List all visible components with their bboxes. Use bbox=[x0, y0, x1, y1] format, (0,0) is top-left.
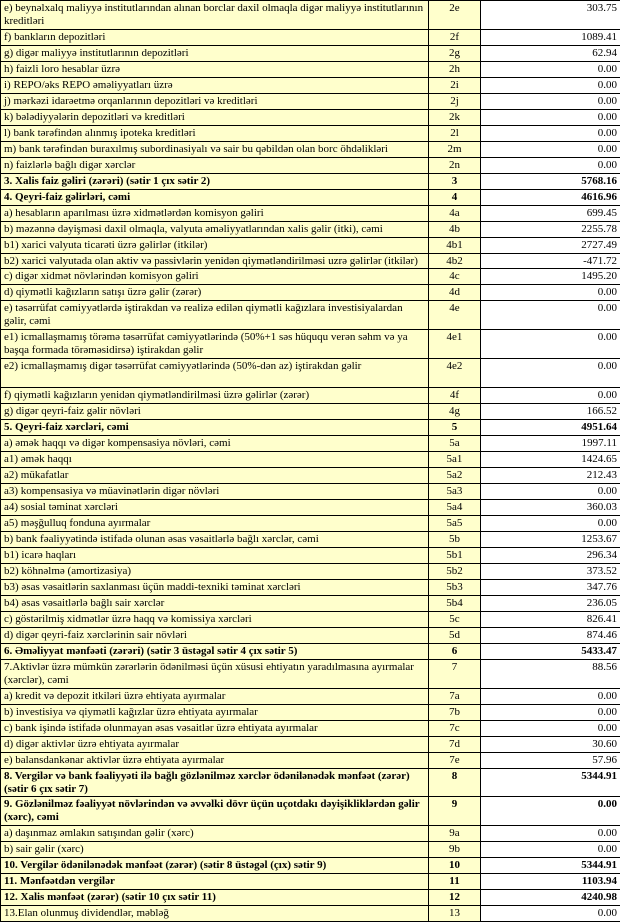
row-label: f) qiymətli kağızların yenidən qiymətləndirilməsi üzrə gəlirlər (zərər) bbox=[1, 388, 429, 404]
table-row bbox=[1, 736, 620, 752]
row-value: 1424.65 bbox=[481, 452, 620, 468]
table-row bbox=[1, 359, 620, 388]
row-label: 9. Gözlənilməz fəaliyyət növlərindən və əvvəlki dövr üçün uçotdakı dəyişikliklərdən gəlir (xərc), cəmi bbox=[1, 797, 429, 826]
table-row bbox=[1, 643, 620, 659]
row-code: 4b1 bbox=[429, 237, 481, 253]
table-row bbox=[1, 404, 620, 420]
table-row bbox=[1, 468, 620, 484]
row-code: 8 bbox=[429, 768, 481, 797]
row-code: 5a bbox=[429, 436, 481, 452]
table-row bbox=[1, 237, 620, 253]
row-label: a) əmək haqqı və digər kompensasiya növləri, cəmi bbox=[1, 436, 429, 452]
row-value: 826.41 bbox=[481, 611, 620, 627]
row-code: 4g bbox=[429, 404, 481, 420]
row-code: 7a bbox=[429, 688, 481, 704]
row-label: m) bank tərəfindən buraxılmış subordinasiyalı və sair bu qəbildən olan borc öhdəlikləri bbox=[1, 141, 429, 157]
row-label: b4) əsas vəsaitlərlə bağlı sair xərclər bbox=[1, 595, 429, 611]
row-value: 2255.78 bbox=[481, 221, 620, 237]
row-code: 5a5 bbox=[429, 516, 481, 532]
row-value: 303.75 bbox=[481, 1, 620, 30]
row-value: 373.52 bbox=[481, 563, 620, 579]
row-value: 347.76 bbox=[481, 579, 620, 595]
row-label: b1) xarici valyuta ticarəti üzrə gəlirlər (itkilər) bbox=[1, 237, 429, 253]
row-code: 7e bbox=[429, 752, 481, 768]
row-value: 0.00 bbox=[481, 285, 620, 301]
row-label: 10. Vergilər ödənilənədək mənfəət (zərər) (sətir 8 üstəgəl (çıx) sətir 9) bbox=[1, 858, 429, 874]
row-label: b) məzənnə dəyişməsi daxil olmaqla, valyuta əməliyyatlarından xalis gəlir (itki), cəmi bbox=[1, 221, 429, 237]
row-code: 12 bbox=[429, 890, 481, 906]
row-label: 4. Qeyri-faiz gəlirləri, cəmi bbox=[1, 189, 429, 205]
row-label: d) digər aktivlər üzrə ehtiyata ayırmalar bbox=[1, 736, 429, 752]
table-row bbox=[1, 595, 620, 611]
table-row bbox=[1, 563, 620, 579]
row-value: 62.94 bbox=[481, 45, 620, 61]
row-label: h) faizli loro hesablar üzrə bbox=[1, 61, 429, 77]
table-row bbox=[1, 611, 620, 627]
row-label: 6. Əməliyyat mənfəəti (zərəri) (sətir 3 üstəgəl sətir 4 çıx sətir 5) bbox=[1, 643, 429, 659]
row-code: 6 bbox=[429, 643, 481, 659]
row-label: a) kredit və depozit itkiləri üzrə ehtiyata ayırmalar bbox=[1, 688, 429, 704]
row-value: 4240.98 bbox=[481, 890, 620, 906]
row-code: 13 bbox=[429, 906, 481, 922]
table-row bbox=[1, 29, 620, 45]
row-code: 4c bbox=[429, 269, 481, 285]
row-code: 5 bbox=[429, 420, 481, 436]
row-label: d) qiymətli kağızların satışı üzrə gəlir (zərər) bbox=[1, 285, 429, 301]
row-code: 2j bbox=[429, 93, 481, 109]
row-label: 3. Xalis faiz gəliri (zərəri) (sətir 1 çıx sətir 2) bbox=[1, 173, 429, 189]
row-code: 10 bbox=[429, 858, 481, 874]
table-row bbox=[1, 420, 620, 436]
row-code: 4b bbox=[429, 221, 481, 237]
row-label: e2) icmallaşmamış digər təsərrüfat cəmiyyətlərində (50%-dən az) iştirakdan gəlir bbox=[1, 359, 429, 388]
row-value: 0.00 bbox=[481, 141, 620, 157]
row-value: 360.03 bbox=[481, 500, 620, 516]
row-code: 5a4 bbox=[429, 500, 481, 516]
row-label: a1) əmək haqqı bbox=[1, 452, 429, 468]
row-code: 4e bbox=[429, 301, 481, 330]
row-value: 1103.94 bbox=[481, 874, 620, 890]
row-code: 4f bbox=[429, 388, 481, 404]
row-value: 0.00 bbox=[481, 330, 620, 359]
table-row bbox=[1, 1, 620, 30]
row-code: 7b bbox=[429, 704, 481, 720]
table-row bbox=[1, 205, 620, 221]
row-label: 8. Vergilər və bank fəaliyyəti ilə bağlı gözlənilməz xərclər ödənilənədək mənfəət (zərər) (sətir 6 çıx sətir 7) bbox=[1, 768, 429, 797]
row-label: 12. Xalis mənfəət (zərər) (sətir 10 çıx sətir 11) bbox=[1, 890, 429, 906]
row-value: 0.00 bbox=[481, 484, 620, 500]
table-row bbox=[1, 659, 620, 688]
row-value: 0.00 bbox=[481, 388, 620, 404]
row-label: l) bank tərəfindən alınmış ipoteka kreditləri bbox=[1, 125, 429, 141]
row-label: b) investisiya və qiymətli kağızlar üzrə ehtiyata ayırmalar bbox=[1, 704, 429, 720]
row-code: 9b bbox=[429, 842, 481, 858]
row-code: 5a3 bbox=[429, 484, 481, 500]
row-label: c) göstərilmiş xidmətlər üzrə haqq və komissiya xərcləri bbox=[1, 611, 429, 627]
row-value: 0.00 bbox=[481, 77, 620, 93]
table-row bbox=[1, 221, 620, 237]
row-value: 699.45 bbox=[481, 205, 620, 221]
row-label: n) faizlərlə bağlı digər xərclər bbox=[1, 157, 429, 173]
table-row bbox=[1, 797, 620, 826]
row-code: 7c bbox=[429, 720, 481, 736]
row-value: 0.00 bbox=[481, 125, 620, 141]
row-label: a3) kompensasiya və müavinətlərin digər növləri bbox=[1, 484, 429, 500]
row-label: g) digər maliyyə institutlarının depozitləri bbox=[1, 45, 429, 61]
row-value: 874.46 bbox=[481, 627, 620, 643]
row-label: b3) əsas vəsaitlərin saxlanması üçün maddi-texniki təminat xərcləri bbox=[1, 579, 429, 595]
table-row bbox=[1, 330, 620, 359]
row-label: e) balansdankənar aktivlər üzrə ehtiyata ayırmalar bbox=[1, 752, 429, 768]
table-row bbox=[1, 452, 620, 468]
table-row bbox=[1, 826, 620, 842]
row-label: e) beynəlxalq maliyyə institutlarından alınan borclar daxil olmaqla digər maliyyə institutlarının kreditləri bbox=[1, 1, 429, 30]
table-row bbox=[1, 253, 620, 269]
row-label: c) digər xidmət növlərindən komisyon gəliri bbox=[1, 269, 429, 285]
row-label: b2) köhnəlmə (amortizasiya) bbox=[1, 563, 429, 579]
row-code: 5c bbox=[429, 611, 481, 627]
row-label: j) mərkəzi idarəetmə orqanlarının depozitləri və kreditləri bbox=[1, 93, 429, 109]
row-code: 9a bbox=[429, 826, 481, 842]
row-value: 296.34 bbox=[481, 547, 620, 563]
row-value: 88.56 bbox=[481, 659, 620, 688]
table-row bbox=[1, 532, 620, 548]
row-value: 212.43 bbox=[481, 468, 620, 484]
table-row bbox=[1, 842, 620, 858]
table-row bbox=[1, 77, 620, 93]
table-row bbox=[1, 301, 620, 330]
row-label: b) sair gəlir (xərc) bbox=[1, 842, 429, 858]
table-row bbox=[1, 627, 620, 643]
row-value: 4951.64 bbox=[481, 420, 620, 436]
row-label: 5. Qeyri-faiz xərcləri, cəmi bbox=[1, 420, 429, 436]
table-row bbox=[1, 173, 620, 189]
table-row bbox=[1, 704, 620, 720]
row-value: 0.00 bbox=[481, 109, 620, 125]
row-label: d) digər qeyri-faiz xərclərinin sair növləri bbox=[1, 627, 429, 643]
row-code: 4a bbox=[429, 205, 481, 221]
row-value: 1253.67 bbox=[481, 532, 620, 548]
row-code: 11 bbox=[429, 874, 481, 890]
table-row bbox=[1, 436, 620, 452]
table-row bbox=[1, 45, 620, 61]
table-row bbox=[1, 858, 620, 874]
table-row bbox=[1, 388, 620, 404]
row-label: a) daşınmaz əmlakın satışından gəlir (xərc) bbox=[1, 826, 429, 842]
row-value: 0.00 bbox=[481, 359, 620, 388]
row-label: f) bankların depozitləri bbox=[1, 29, 429, 45]
row-label: i) REPO/əks REPO əməliyyatları üzrə bbox=[1, 77, 429, 93]
table-row bbox=[1, 720, 620, 736]
row-value: 1089.41 bbox=[481, 29, 620, 45]
row-value: 0.00 bbox=[481, 688, 620, 704]
row-code: 2h bbox=[429, 61, 481, 77]
row-value: 1997.11 bbox=[481, 436, 620, 452]
row-label: a) hesabların aparılması üzrə xidmətlərdən komisyon gəliri bbox=[1, 205, 429, 221]
table-row bbox=[1, 547, 620, 563]
table-row bbox=[1, 890, 620, 906]
row-value: 5433.47 bbox=[481, 643, 620, 659]
row-value: 236.05 bbox=[481, 595, 620, 611]
row-value: 0.00 bbox=[481, 93, 620, 109]
row-label: 11. Mənfəətdən vergilər bbox=[1, 874, 429, 890]
row-code: 2e bbox=[429, 1, 481, 30]
row-label: 13.Elan olunmuş dividendlər, məbləğ bbox=[1, 906, 429, 922]
row-code: 5a2 bbox=[429, 468, 481, 484]
row-code: 5d bbox=[429, 627, 481, 643]
row-value: 0.00 bbox=[481, 720, 620, 736]
row-value: 166.52 bbox=[481, 404, 620, 420]
row-code: 5a1 bbox=[429, 452, 481, 468]
row-code: 7d bbox=[429, 736, 481, 752]
row-label: a5) məşğulluq fonduna ayırmalar bbox=[1, 516, 429, 532]
row-code: 3 bbox=[429, 173, 481, 189]
table-row bbox=[1, 61, 620, 77]
row-code: 5b3 bbox=[429, 579, 481, 595]
row-value: 5768.16 bbox=[481, 173, 620, 189]
row-value: 1495.20 bbox=[481, 269, 620, 285]
table-row bbox=[1, 906, 620, 922]
row-code: 7 bbox=[429, 659, 481, 688]
row-value: 57.96 bbox=[481, 752, 620, 768]
row-label: c) bank işində istifadə olunmayan əsas vəsaitlər üzrə ehtiyata ayırmalar bbox=[1, 720, 429, 736]
row-value: 30.60 bbox=[481, 736, 620, 752]
row-code: 9 bbox=[429, 797, 481, 826]
row-value: 0.00 bbox=[481, 61, 620, 77]
row-code: 2k bbox=[429, 109, 481, 125]
table-row bbox=[1, 688, 620, 704]
row-label: a2) mükafatlar bbox=[1, 468, 429, 484]
row-code: 4b2 bbox=[429, 253, 481, 269]
row-label: g) digər qeyri-faiz gəlir növləri bbox=[1, 404, 429, 420]
table-row bbox=[1, 285, 620, 301]
row-code: 2i bbox=[429, 77, 481, 93]
row-code: 5b1 bbox=[429, 547, 481, 563]
table-row bbox=[1, 752, 620, 768]
row-label: a4) sosial təminat xərcləri bbox=[1, 500, 429, 516]
row-code: 4d bbox=[429, 285, 481, 301]
table-row bbox=[1, 93, 620, 109]
row-code: 4 bbox=[429, 189, 481, 205]
row-value: 0.00 bbox=[481, 797, 620, 826]
row-label: 7.Aktivlər üzrə mümkün zərərlərin ödənilməsi üçün xüsusi ehtiyatın yaradılmasına ayırmalar (xərclər), cəmi bbox=[1, 659, 429, 688]
row-label: b2) xarici valyutada olan aktiv və passivlərin yenidən qiymətləndirilməsi uzrə gəlirlər (itkilər) bbox=[1, 253, 429, 269]
row-value: 0.00 bbox=[481, 842, 620, 858]
row-value: 5344.91 bbox=[481, 768, 620, 797]
row-code: 4e1 bbox=[429, 330, 481, 359]
table-row bbox=[1, 109, 620, 125]
row-value: 0.00 bbox=[481, 826, 620, 842]
table-row bbox=[1, 125, 620, 141]
row-code: 4e2 bbox=[429, 359, 481, 388]
row-value: 0.00 bbox=[481, 516, 620, 532]
table-row bbox=[1, 874, 620, 890]
row-code: 2n bbox=[429, 157, 481, 173]
row-label: b1) icarə haqları bbox=[1, 547, 429, 563]
row-label: k) bələdiyyələrin depozitləri və kreditləri bbox=[1, 109, 429, 125]
row-label: e1) icmallaşmamış törəmə təsərrüfat cəmiyyətlərində (50%+1 səs hüququ verən səhm və ya başqa formada törəməsidirsə) iştirakdan gəlir bbox=[1, 330, 429, 359]
table-row bbox=[1, 269, 620, 285]
row-code: 2f bbox=[429, 29, 481, 45]
row-value: 2727.49 bbox=[481, 237, 620, 253]
table-row bbox=[1, 189, 620, 205]
row-value: 5344.91 bbox=[481, 858, 620, 874]
table-row bbox=[1, 516, 620, 532]
row-label: b) bank fəaliyyətində istifadə olunan əsas vəsaitlərlə bağlı xərclər, cəmi bbox=[1, 532, 429, 548]
row-value: 0.00 bbox=[481, 704, 620, 720]
row-code: 2m bbox=[429, 141, 481, 157]
income-statement-rows bbox=[1, 1, 620, 922]
table-row bbox=[1, 157, 620, 173]
table-row bbox=[1, 579, 620, 595]
table-row bbox=[1, 500, 620, 516]
table-row bbox=[1, 768, 620, 797]
row-label: e) təsərrüfat cəmiyyətlərdə iştirakdan və realizə edilən qiymətli kağızlara investisiyalardan gəlir, cəmi bbox=[1, 301, 429, 330]
table-row bbox=[1, 141, 620, 157]
row-value: 4616.96 bbox=[481, 189, 620, 205]
row-code: 5b2 bbox=[429, 563, 481, 579]
row-value: 0.00 bbox=[481, 906, 620, 922]
row-code: 2g bbox=[429, 45, 481, 61]
row-value: 0.00 bbox=[481, 301, 620, 330]
row-code: 2l bbox=[429, 125, 481, 141]
table-row bbox=[1, 484, 620, 500]
row-value: 0.00 bbox=[481, 157, 620, 173]
row-value: -471.72 bbox=[481, 253, 620, 269]
row-code: 5b bbox=[429, 532, 481, 548]
row-code: 5b4 bbox=[429, 595, 481, 611]
